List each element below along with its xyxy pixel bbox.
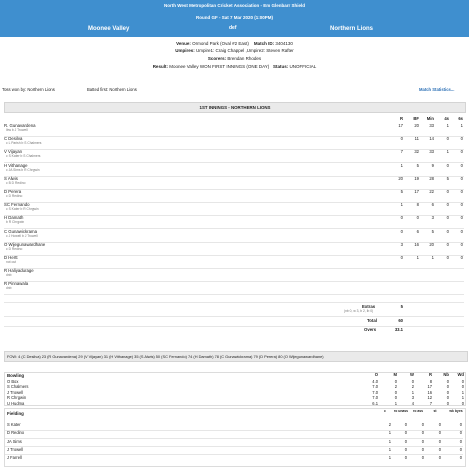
status-label: Status: bbox=[273, 64, 289, 69]
batter-minutes: 3 bbox=[431, 215, 434, 221]
batter-fours: 0 bbox=[446, 189, 449, 194]
fielding-col-wk-byes: wk byes bbox=[449, 409, 463, 413]
batter-name[interactable]: V Vijayan bbox=[4, 149, 23, 155]
match-statistics-link[interactable]: Match Statistics... bbox=[419, 87, 455, 92]
vs-label: def bbox=[229, 25, 237, 31]
bowler-runs: 8 bbox=[429, 379, 432, 384]
batter-row bbox=[4, 164, 464, 176]
bowler-maidens: 2 bbox=[394, 384, 397, 390]
fielder-name[interactable]: S Kater bbox=[7, 422, 21, 427]
scorers-line bbox=[0, 56, 469, 61]
fielding-title: Fielding bbox=[7, 411, 24, 416]
match-id-label: Match ID: bbox=[253, 41, 275, 46]
bowler-maidens: 0 bbox=[394, 395, 397, 401]
batter-fours: 0 bbox=[446, 215, 449, 221]
dismissal: c D Redino bbox=[6, 246, 23, 251]
bowler-name[interactable]: J Trowell bbox=[7, 389, 24, 395]
batter-sixes: 0 bbox=[460, 162, 463, 168]
fall-of-wickets: FOW: 4 (C Desilva) 23 (R Gunavardena) 29 (V Vijayan) 31 (H Vithanage) 35 (S Alwis) 50 (SC Fernando) 74 (H Damath) 78 (C Gunawickrama) 79 (D Perera) 80 (O Wijegunawardhane) bbox=[4, 351, 468, 362]
batter-minutes: 1 bbox=[431, 255, 434, 260]
overs-label: Overs bbox=[364, 327, 377, 332]
fielder-wk-byes: 0 bbox=[459, 422, 462, 427]
batter-runs: 7 bbox=[400, 149, 403, 155]
fielder-runout-unassisted: 0 bbox=[404, 455, 407, 461]
batter-balls: 6 bbox=[416, 228, 419, 234]
batter-balls: 19 bbox=[414, 175, 419, 181]
fielder-runout-unassisted: 0 bbox=[404, 422, 407, 427]
batter-runs: 17 bbox=[398, 123, 403, 128]
col-sixes: 6s bbox=[458, 116, 463, 121]
bowler-overs: 7.0 bbox=[372, 389, 378, 395]
bowler-maidens: 0 bbox=[394, 389, 397, 395]
fielder-runout-unassisted: 0 bbox=[404, 438, 407, 444]
batter-name[interactable]: C Gunawickrama bbox=[4, 228, 37, 234]
fielder-name[interactable]: D Redino bbox=[7, 430, 25, 436]
bowler-name[interactable]: O Box bbox=[7, 379, 19, 384]
bowler-wides: 0 bbox=[461, 379, 464, 384]
toss-won: Toss won by: Northern Lions bbox=[2, 87, 55, 92]
batter-row bbox=[4, 256, 464, 268]
batter-fours: 0 bbox=[446, 162, 449, 168]
bowling-col-maidens: M bbox=[393, 372, 397, 377]
batter-balls: 5 bbox=[416, 162, 419, 168]
dismissal: b R Chrgwin bbox=[6, 220, 25, 225]
round-title: Round GF - Sat 7 Mar 2020 (1:00PM) bbox=[195, 15, 274, 20]
batter-sixes: 0 bbox=[460, 241, 463, 247]
bowler-name[interactable]: S Chalmers bbox=[7, 384, 29, 390]
batter-row bbox=[4, 177, 464, 189]
bowler-runs: 17 bbox=[427, 384, 432, 390]
batter-fours: 0 bbox=[446, 228, 449, 234]
batter-fours: 1 bbox=[446, 123, 449, 128]
batter-sixes: 1 bbox=[460, 123, 463, 128]
batter-balls: 0 bbox=[416, 215, 419, 221]
fielding-col-runout-assisted: ro ass bbox=[413, 409, 423, 413]
batter-row bbox=[4, 243, 464, 255]
batter-row bbox=[4, 124, 464, 136]
batter-sixes: 0 bbox=[460, 149, 463, 155]
bowler-runs: 16 bbox=[427, 389, 432, 395]
bowler-overs: 7.0 bbox=[372, 384, 378, 390]
fielder-name[interactable]: J Trowell bbox=[7, 446, 24, 452]
batter-name[interactable]: R Haliyadurage bbox=[4, 268, 34, 274]
association-title: North West Metropolitan Cricket Association - Em Glenbarr Shield bbox=[163, 3, 306, 8]
batter-balls: 1 bbox=[416, 255, 419, 260]
result-line bbox=[0, 64, 469, 69]
bowler-overs: 7.0 bbox=[372, 395, 378, 401]
batter-row bbox=[4, 269, 464, 281]
away-team[interactable]: Northern Lions bbox=[330, 26, 373, 32]
dismissal: c L Parish b S Chalmers bbox=[6, 141, 42, 146]
batter-minutes: 22 bbox=[429, 189, 434, 194]
fielding-col-catches: c bbox=[384, 409, 386, 413]
umpires-label: Umpires: bbox=[175, 48, 195, 53]
fielder-runout-assisted: 0 bbox=[421, 422, 424, 427]
bowling-col-wickets: W bbox=[410, 372, 414, 377]
bowler-noballs: 0 bbox=[446, 400, 449, 406]
batter-runs: 5 bbox=[400, 189, 403, 194]
umpires-value: Umpire1: Craig Chappel ,Umpire2: Steven Rafter bbox=[195, 48, 294, 53]
dismissal: not out bbox=[6, 260, 17, 264]
match-header bbox=[0, 0, 469, 37]
batter-balls: 32 bbox=[414, 149, 419, 155]
bowler-wickets: 3 bbox=[411, 395, 414, 401]
result-label: Result: bbox=[152, 64, 168, 69]
batter-sixes: 0 bbox=[460, 255, 463, 260]
bowling-col-runs: R bbox=[428, 372, 432, 377]
bowler-wides: 0 bbox=[461, 384, 464, 390]
venue-value: Ormond Park (Oval #2 East) bbox=[192, 41, 249, 46]
venue-label: Venue: bbox=[176, 41, 191, 46]
fielder-stumpings: 0 bbox=[438, 455, 441, 461]
dismissal: c D Redino bbox=[6, 194, 23, 198]
fielder-catches: 2 bbox=[388, 422, 391, 427]
batter-runs: 0 bbox=[400, 136, 403, 142]
status-value: UNOFFICIAL bbox=[289, 64, 317, 69]
dismissal: c JA Sims b R Chrgwin bbox=[6, 167, 40, 172]
batter-minutes: 33 bbox=[429, 149, 434, 155]
dismissal: c S Kater b S Chalmers bbox=[6, 154, 41, 159]
batter-sixes: 0 bbox=[460, 136, 463, 142]
venue-line bbox=[0, 41, 469, 46]
batter-balls: 8 bbox=[416, 202, 419, 208]
bowler-wides: 1 bbox=[461, 395, 464, 401]
fielder-stumpings: 0 bbox=[438, 422, 441, 427]
batter-fours: 0 bbox=[446, 255, 449, 260]
total-label: Total bbox=[367, 318, 377, 323]
col-balls: BF bbox=[413, 116, 419, 121]
result-value: Moonee Valley WON FIRST INNINGS (ONE DAY) bbox=[169, 64, 270, 69]
fielding-col-runout-unassisted: ro unass bbox=[393, 409, 409, 413]
batter-row bbox=[4, 203, 464, 215]
fielder-runout-assisted: 0 bbox=[421, 438, 424, 444]
batter-minutes: 6 bbox=[431, 202, 434, 208]
bowler-noballs: 0 bbox=[446, 379, 449, 384]
batter-name[interactable]: H Vithanage bbox=[4, 162, 28, 168]
batter-runs: 0 bbox=[400, 255, 403, 260]
batter-sixes: 0 bbox=[460, 175, 463, 181]
bowler-maidens: 0 bbox=[394, 379, 397, 384]
innings-title: 1ST INNINGS - NORTHERN LIONS bbox=[4, 102, 466, 113]
bowler-wickets: 1 bbox=[411, 389, 414, 395]
batter-name[interactable]: R. Gunavardena bbox=[4, 123, 36, 128]
bowler-noballs: 0 bbox=[446, 395, 449, 401]
fielder-wk-byes: 0 bbox=[459, 438, 462, 444]
extras-detail: (nb 0, w 3, b 2, lb 0) bbox=[344, 309, 374, 313]
bowler-wides: 1 bbox=[461, 389, 464, 395]
divider bbox=[4, 302, 464, 303]
batter-row bbox=[4, 216, 464, 228]
batter-runs: 0 bbox=[400, 215, 403, 221]
fielder-wk-byes: 0 bbox=[459, 455, 462, 461]
fielder-runout-assisted: 0 bbox=[421, 446, 424, 452]
batter-name[interactable]: D Perera bbox=[4, 189, 22, 194]
batter-row bbox=[4, 190, 464, 202]
scorers-value: Brendan Rhodes bbox=[227, 56, 262, 61]
bowler-wickets: 2 bbox=[411, 384, 414, 390]
bowler-overs: 6.1 bbox=[372, 400, 378, 406]
bowling-title: Bowling bbox=[7, 373, 25, 378]
batter-balls: 16 bbox=[414, 241, 419, 247]
batter-row bbox=[4, 137, 464, 149]
col-minutes: Min bbox=[426, 116, 434, 121]
dismissal: c B D Redino bbox=[6, 180, 26, 185]
dismissal: dnb bbox=[6, 286, 12, 291]
batter-minutes: 20 bbox=[429, 241, 434, 247]
batter-minutes: 28 bbox=[429, 175, 434, 181]
row-divider bbox=[4, 294, 464, 295]
fielder-runout-assisted: 0 bbox=[421, 455, 424, 461]
dismissal: lbw b J Trowell bbox=[6, 128, 28, 132]
batter-name[interactable]: D Hertt bbox=[4, 255, 18, 260]
bowler-wides: 0 bbox=[461, 400, 464, 406]
fielder-catches: 1 bbox=[388, 455, 391, 461]
bowling-col-wides: Wd bbox=[457, 372, 464, 377]
batter-row bbox=[4, 282, 464, 294]
divider bbox=[4, 316, 464, 317]
fielder-stumpings: 0 bbox=[438, 446, 441, 452]
bowler-wickets: 4 bbox=[411, 400, 414, 406]
bowler-wickets: 0 bbox=[411, 379, 414, 384]
bowler-name[interactable]: R Chrgwin bbox=[7, 395, 27, 401]
home-team[interactable]: Moonee Valley bbox=[88, 26, 130, 32]
dismissal: c J Howell b J Trowell bbox=[6, 233, 38, 238]
batter-fours: 0 bbox=[446, 241, 449, 247]
batter-name[interactable]: S Alwis bbox=[4, 175, 18, 181]
batter-name[interactable]: H Damath bbox=[4, 215, 24, 221]
dismissal: dnb bbox=[6, 273, 12, 278]
batter-fours: 1 bbox=[446, 149, 449, 155]
fielder-stumpings: 0 bbox=[438, 438, 441, 444]
bowler-runs: 12 bbox=[427, 395, 432, 401]
bowler-noballs: 0 bbox=[446, 389, 449, 395]
fielder-runout-unassisted: 0 bbox=[404, 430, 407, 436]
scorers-label: Scorers: bbox=[207, 56, 227, 61]
batter-fours: 5 bbox=[446, 175, 449, 181]
batter-name[interactable]: O Wijegunawardhane bbox=[4, 241, 46, 247]
batter-fours: 0 bbox=[446, 136, 449, 142]
batter-balls: 17 bbox=[414, 189, 419, 194]
umpires-line bbox=[0, 48, 469, 53]
batter-runs: 1 bbox=[400, 202, 403, 208]
total-value: 60 bbox=[398, 318, 403, 323]
dismissal: c S Kater b R Chrgwin bbox=[6, 207, 39, 212]
batter-minutes: 5 bbox=[431, 228, 434, 234]
bowler-maidens: 1 bbox=[394, 400, 397, 406]
batter-row bbox=[4, 150, 464, 162]
match-id-value: 3404130 bbox=[275, 41, 293, 46]
batter-name[interactable]: SC Fernando bbox=[4, 202, 30, 208]
batter-sixes: 0 bbox=[460, 228, 463, 234]
batter-row bbox=[4, 230, 464, 242]
batter-sixes: 0 bbox=[460, 215, 463, 221]
batter-balls: 20 bbox=[414, 123, 419, 128]
batter-runs: 1 bbox=[400, 162, 403, 168]
batter-runs: 3 bbox=[400, 241, 403, 247]
fielder-wk-byes: 0 bbox=[459, 430, 462, 436]
fielder-catches: 1 bbox=[388, 430, 391, 436]
fielder-runout-unassisted: 0 bbox=[404, 446, 407, 452]
batter-sixes: 0 bbox=[460, 202, 463, 208]
col-runs: R bbox=[399, 116, 403, 121]
batter-balls: 11 bbox=[414, 136, 419, 142]
fielder-name[interactable]: JA Sims bbox=[7, 438, 22, 444]
batter-name[interactable]: R Pinnawala bbox=[4, 281, 29, 287]
batter-runs: 0 bbox=[400, 228, 403, 234]
extras-value: 5 bbox=[400, 304, 403, 309]
batter-minutes: 9 bbox=[431, 162, 434, 168]
fielder-catches: 1 bbox=[388, 446, 391, 452]
fielder-name[interactable]: J Farrell bbox=[7, 455, 22, 461]
batter-name[interactable]: C Desilva bbox=[4, 136, 23, 142]
batter-runs: 20 bbox=[398, 175, 403, 181]
fielder-stumpings: 0 bbox=[438, 430, 441, 436]
batter-minutes: 33 bbox=[429, 123, 434, 128]
batter-fours: 0 bbox=[446, 202, 449, 208]
fielder-catches: 1 bbox=[388, 438, 391, 444]
overs-value: 33.1 bbox=[394, 327, 403, 332]
bowler-noballs: 0 bbox=[446, 384, 449, 390]
col-fours: 4s bbox=[444, 116, 449, 121]
bowler-runs: 7 bbox=[429, 400, 432, 406]
fielding-col-stumpings: st bbox=[433, 409, 437, 413]
batter-minutes: 14 bbox=[429, 136, 434, 142]
extras-label: Extras bbox=[362, 304, 376, 309]
fielder-wk-byes: 0 bbox=[459, 446, 462, 452]
batted-first: Batted first: Northern Lions bbox=[87, 87, 137, 92]
bowling-col-noballs: Nb bbox=[443, 372, 449, 377]
batter-sixes: 0 bbox=[460, 189, 463, 194]
bowler-overs: 4.0 bbox=[372, 379, 378, 384]
fielder-runout-assisted: 0 bbox=[421, 430, 424, 436]
bowling-col-overs: O bbox=[374, 372, 378, 377]
bowler-name[interactable]: U Hudma bbox=[7, 400, 25, 406]
